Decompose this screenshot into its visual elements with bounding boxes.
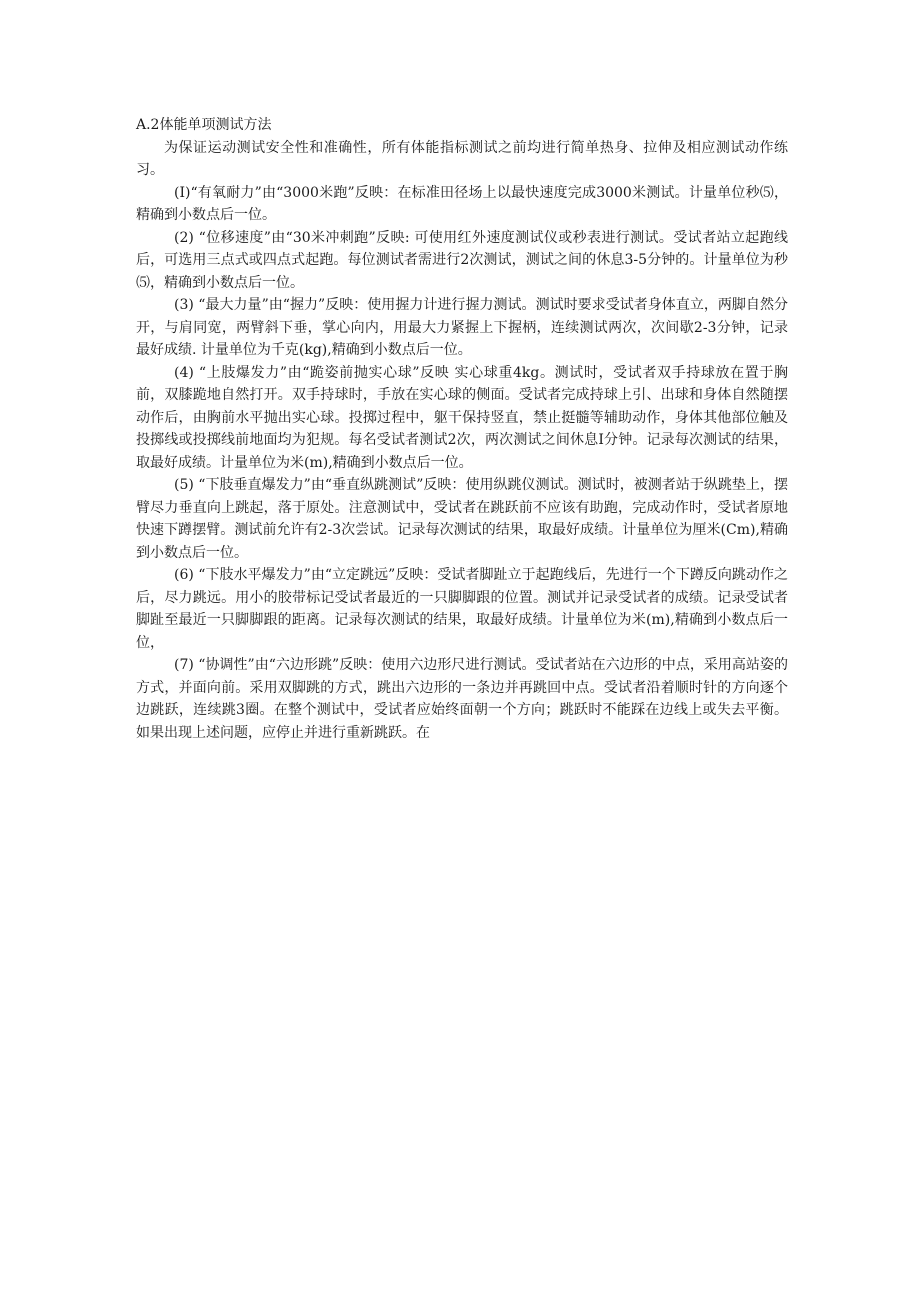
item-displacement-speed: (2) “位移速度”由“30米冲刺跑”反映: 可使用红外速度测试仪或秒表进行测试。受试者站立起跑线后，可选用三点式或四点式起跑。每位测试者需进行2次测试，测试之间的休息3-5分钟的。计量单位为秒⑸，精确到小数点后一位。 (136, 229, 788, 291)
section-heading: A.2体能单项测试方法 (136, 117, 272, 133)
item-upper-limb-power: (4) “上肢爆发力”由“跪姿前抛实心球”反映 实心球重4kg。测试时，受试者双手持球放在置于胸前，双膝跪地自然打开。双手持球时，手放在实心球的侧面。受试者完成持球上引、出球和身体自然随摆动作后，由胸前水平抛出实心球。投掷过程中，躯干保持竖直，禁止挺髓等辅助动作，身体其他部位触及投掷线或投掷线前地面均为犯规。每名受试者测试2次，两次测试之间休息I分钟。记录每次测试的结果，取最好成绩。计量单位为米(m),精确到小数点后一位。 (136, 364, 788, 471)
document-body (136, 114, 788, 744)
item-vertical-jump-power: (5) “下肢垂直爆发力”由“垂直纵跳测试”反映：使用纵跳仪测试。测试时，被测者站于纵跳垫上，摆臂尽力垂直向上跳起，落于原处。注意测试中，受试者在跳跃前不应该有助跑，完成动作时，受试者原地快速下蹲摆臂。测试前允许有2-3次尝试。记录每次测试的结果，取最好成绩。计量单位为厘米(Cm),精确到小数点后一位。 (136, 477, 788, 561)
intro-paragraph: 为保证运动测试安全性和准确性，所有体能指标测试之前均进行简单热身、拉伸及相应测试动作练习。 (136, 139, 788, 178)
item-max-strength: (3) “最大力量”由“握力”反映：使用握力计进行握力测试。测试时要求受试者身体直立，两脚自然分开，与肩同宽，两臂斜下垂，掌心向内，用最大力紧握上下握柄，连续测试两次，次间歇2-3分钟，记录最好成绩. 计量单位为千克(kg),精确到小数点后一位。 (136, 297, 788, 358)
item-horizontal-jump-power: (6) “下肢水平爆发力”由“立定跳远”反映：受试者脚趾立于起跑线后，先进行一个下蹲反向跳动作之后，尽力跳远。用小的胶带标记受试者最近的一只脚脚跟的位置。测试并记录受试者的成绩。记录受试者脚趾至最近一只脚脚跟的距离。记录每次测试的结果，取最好成绩。计量单位为米(m),精确到小数点后一位， (136, 567, 788, 651)
item-coordination: (7) “协调性”由“六边形跳”反映：使用六边形尺进行测试。受试者站在六边形的中点，采用高站姿的方式，并面向前。采用双脚跳的方式，跳出六边形的一条边并再跳回中点。受试者沿着顺时针的方向逐个边跳跃，连续跳3圈。在整个测试中，受试者应始终面朝一个方向；跳跃时不能踩在边线上或失去平衡。如果出现上述问题，应停止并进行重新跳跃。在 (136, 657, 788, 741)
item-aerobic-endurance: (I)“有氧耐力”由“3000米跑”反映：在标准田径场上以最快速度完成3000米测试。计量单位秒⑸，精确到小数点后一位。 (136, 184, 788, 223)
